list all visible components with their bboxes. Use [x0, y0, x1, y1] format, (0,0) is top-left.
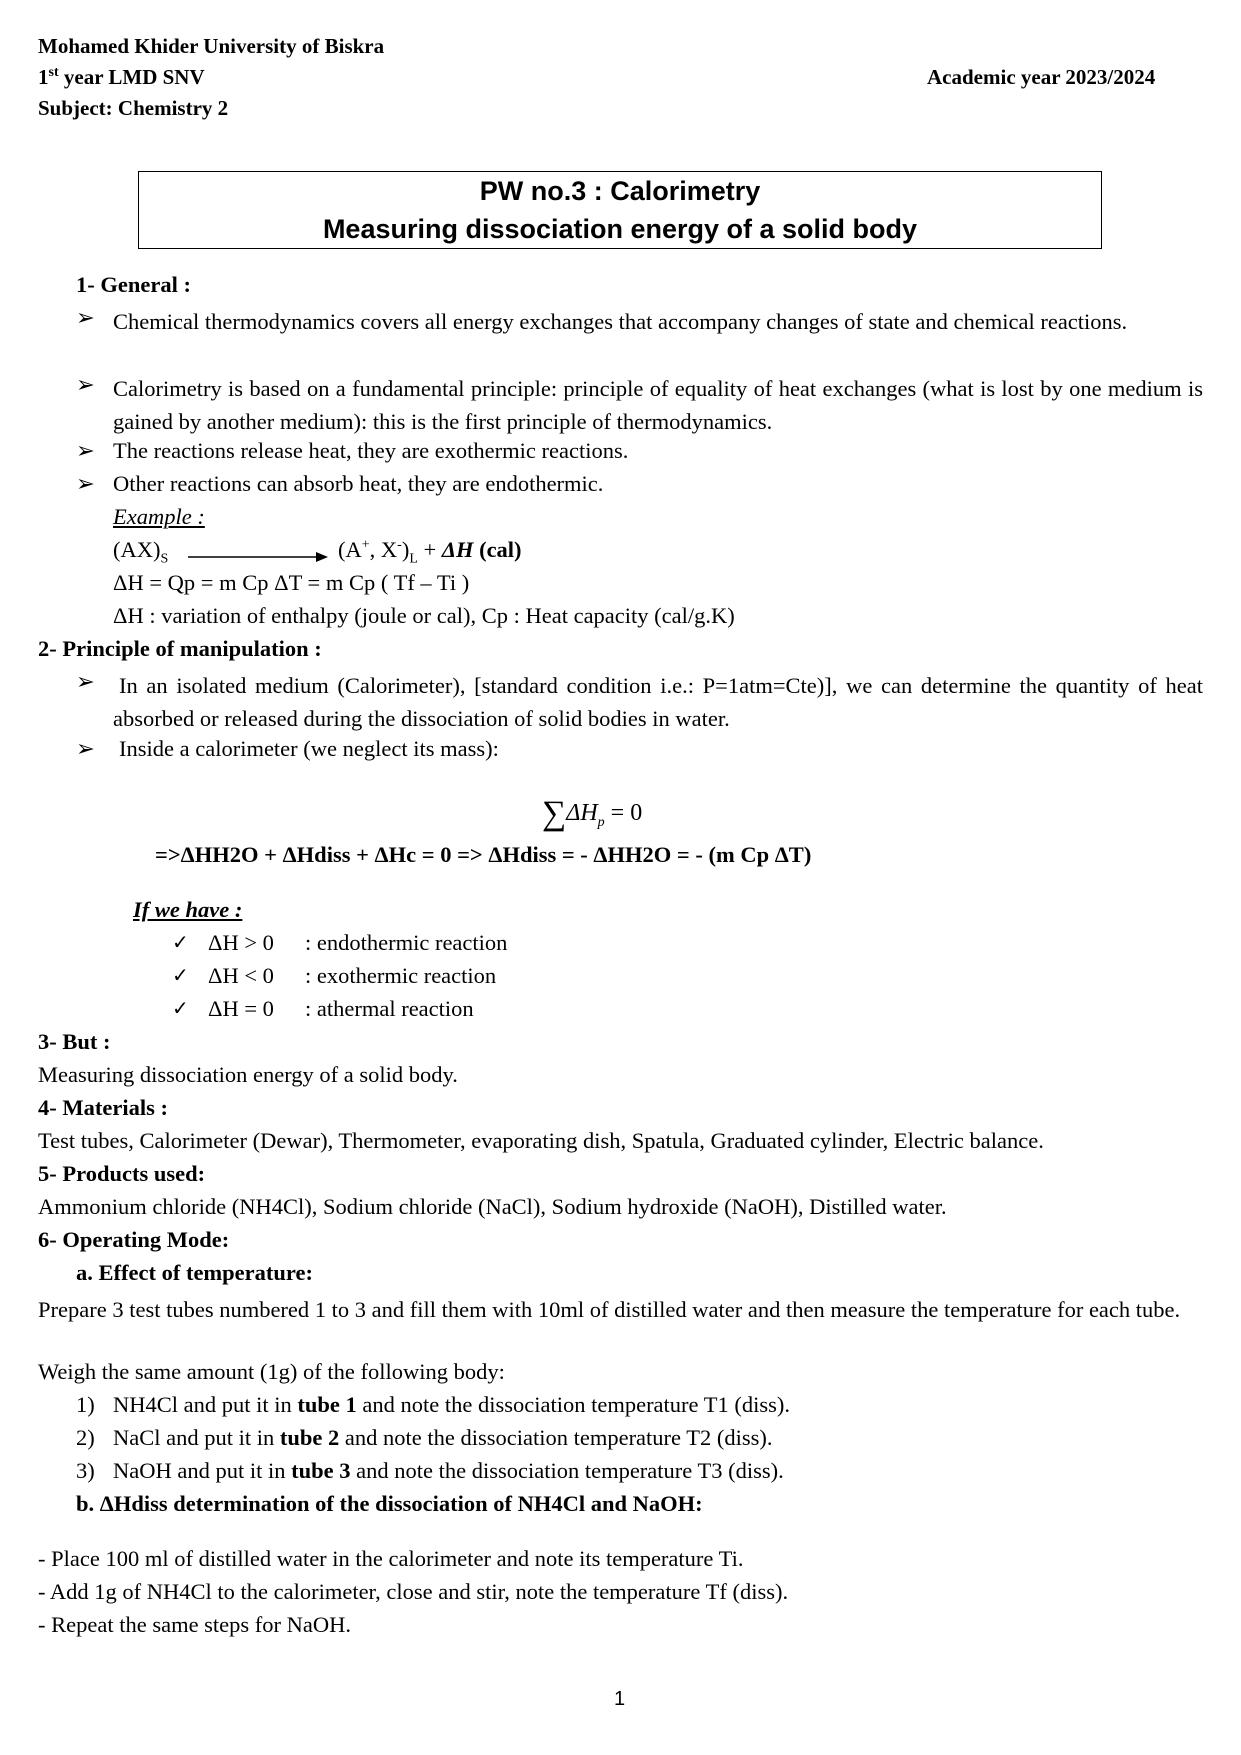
year-prefix: 1	[38, 65, 49, 89]
section-4-text: Test tubes, Calorimeter (Dewar), Thermometer, evaporating dish, Spatula, Graduated cylinder, Electric balance.	[38, 1128, 1044, 1153]
enthalpy-equation: ΔH = Qp = m Cp ΔT = m Cp ( Tf – Ti )	[113, 570, 470, 595]
case-1-cond: ΔH > 0	[208, 930, 274, 955]
reaction-left: $(AX)_S$	[113, 537, 169, 567]
step-3-num: 3)	[76, 1458, 95, 1483]
if-label: If we have :	[133, 897, 243, 922]
check-icon: ✓	[172, 998, 189, 1020]
subject-line: Subject: Chemistry 2	[38, 96, 229, 120]
bullet-arrow-icon: ➢	[76, 305, 95, 330]
subsection-a-heading: a. Effect of temperature:	[76, 1260, 313, 1285]
title-box	[138, 171, 1102, 249]
bullet-arrow-icon: ➢	[76, 669, 95, 694]
reaction-right: (A+, $X^-)_L + \Delta H$ (cal)	[338, 537, 522, 567]
title-line-1: PW no.3 : Calorimetry	[479, 176, 761, 206]
s1-bullet-1: Chemical thermodynamics covers all energy exchanges that accompany changes of state and chemical reactions.	[113, 309, 1128, 334]
bullet-arrow-icon: ➢	[76, 438, 95, 463]
enthalpy-definition: ΔH : variation of enthalpy (joule or cal), Cp : Heat capacity (cal/g.K)	[113, 603, 735, 628]
sigma-icon: ∑	[542, 795, 567, 832]
sum-sub: p	[597, 814, 605, 830]
case-3-cond: ΔH = 0	[208, 996, 274, 1021]
case-3-desc: : athermal reaction	[305, 996, 474, 1021]
s2-bullet-1: In an isolated medium (Calorimeter), [standard condition i.e.: P=1atm=Cte)], we can determine the quantity of heat absorbed or released during the dissociation of solid bodies in water.	[113, 673, 1203, 731]
case-1-desc: : endothermic reaction	[305, 930, 508, 955]
reaction-arrow-icon	[188, 550, 328, 564]
year-level	[38, 65, 205, 90]
s1-bullet-2: Calorimetry is based on a fundamental principle: principle of equality of heat exchanges (what is lost by one medium is gained by another medium): this is the first principle of thermodynamics.	[113, 376, 1203, 434]
bullet-arrow-icon: ➢	[76, 372, 95, 397]
bullet-arrow-icon: ➢	[76, 736, 95, 761]
sum-rhs: = 0	[610, 800, 643, 826]
year-sup: st	[48, 65, 59, 80]
section-3-heading: 3- But :	[38, 1029, 111, 1054]
section-5-text: Ammonium chloride (NH4Cl), Sodium chloride (NaCl), Sodium hydroxide (NaOH), Distilled water.	[38, 1194, 947, 1219]
page-number: 1	[614, 1688, 626, 1710]
academic-year: Academic year 2023/2024	[927, 65, 1156, 89]
procedure-line-2: - Add 1g of NH4Cl to the calorimeter, close and stir, note the temperature Tf (diss).	[38, 1579, 789, 1604]
step-2: NaCl and put it in tube 2 and note the dissociation temperature T2 (diss).	[113, 1425, 773, 1450]
s2-bullet-2: Inside a calorimeter (we neglect its mass):	[119, 736, 499, 761]
weigh-line: Weigh the same amount (1g) of the following body:	[38, 1359, 505, 1384]
subsection-b-heading: b. ΔHdiss determination of the dissociation of NH4Cl and NaOH:	[76, 1491, 703, 1516]
check-icon: ✓	[172, 932, 189, 954]
bullet-arrow-icon: ➢	[76, 471, 95, 496]
subsection-a-text: Prepare 3 test tubes numbered 1 to 3 and fill them with 10ml of distilled water and then measure the temperature for each tube.	[38, 1297, 1181, 1322]
university-name: Mohamed Khider University of Biskra	[38, 34, 385, 58]
section-5-heading: 5- Products used:	[38, 1161, 206, 1186]
s1-bullet-4: Other reactions can absorb heat, they are endothermic.	[113, 471, 604, 496]
step-1: NH4Cl and put it in tube 1 and note the dissociation temperature T1 (diss).	[113, 1392, 790, 1417]
sum-equation	[542, 795, 642, 833]
section-4-heading: 4- Materials :	[38, 1095, 168, 1120]
procedure-line-1: - Place 100 ml of distilled water in the calorimeter and note its temperature Ti.	[38, 1546, 744, 1571]
step-1-num: 1)	[76, 1392, 95, 1417]
procedure-line-3: - Repeat the same steps for NaOH.	[38, 1612, 352, 1637]
step-2-num: 2)	[76, 1425, 95, 1450]
sum-term: ΔH	[566, 800, 598, 826]
case-2-desc: : exothermic reaction	[305, 963, 497, 988]
section-1-heading: 1- General :	[76, 272, 191, 297]
s1-bullet-3: The reactions release heat, they are exothermic reactions.	[113, 438, 629, 463]
section-3-text: Measuring dissociation energy of a solid body.	[38, 1062, 458, 1087]
case-2-cond: ΔH < 0	[208, 963, 274, 988]
section-6-heading: 6- Operating Mode:	[38, 1227, 230, 1252]
section-2-heading: 2- Principle of manipulation :	[38, 636, 322, 661]
check-icon: ✓	[172, 965, 189, 987]
step-3: NaOH and put it in tube 3 and note the dissociation temperature T3 (diss).	[113, 1458, 784, 1483]
balance-equation: =>ΔHH2O + ΔHdiss + ΔHc = 0 => ΔHdiss = - ΔHH2O = - (m Cp ΔT)	[155, 842, 812, 867]
year-rest: year LMD SNV	[58, 65, 205, 89]
example-label: Example :	[113, 504, 205, 529]
title-line-2: Measuring dissociation energy of a solid body	[322, 214, 918, 244]
